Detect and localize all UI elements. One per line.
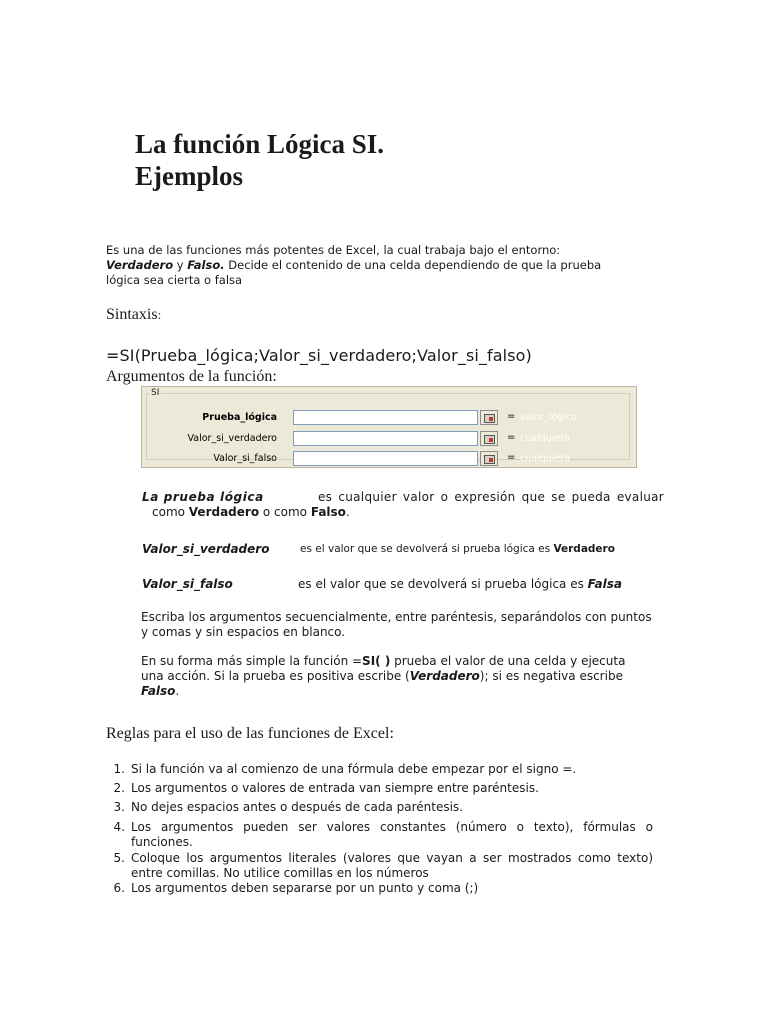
def-prueba-text-2c: o como <box>259 505 311 519</box>
list-item-number: 4. <box>113 820 125 834</box>
arg-label-verdadero: Valor_si_verdadero <box>187 433 277 444</box>
para-escriba <box>141 610 681 640</box>
arg-eq-prueba: = <box>507 411 516 422</box>
arg-value-prueba: valor_lógico <box>520 412 577 423</box>
collapse-dialog-icon[interactable] <box>480 410 498 425</box>
def-valor-si-falso <box>142 577 682 591</box>
syntax-formula: =SI(Prueba_lógica;Valor_si_verdadero;Valor_si_falso) <box>106 346 532 365</box>
arg-row-verdadero <box>147 431 627 449</box>
sintaxis-heading <box>106 306 161 324</box>
def-vsv-term: Valor_si_verdadero <box>142 542 270 556</box>
arg-row-falso <box>147 451 627 469</box>
arg-value-falso: cualquiera <box>520 453 570 464</box>
argumentos-heading: Argumentos de la función: <box>106 368 277 385</box>
def-valor-si-verdadero <box>142 542 682 556</box>
para2-h: . <box>175 684 180 698</box>
intro-paragraph <box>106 243 666 288</box>
arg-value-verdadero: cualquiera <box>520 433 570 444</box>
dialog-fieldset <box>146 388 630 464</box>
para2-c: prueba el valor de una celda y ejecuta <box>390 654 626 668</box>
collapse-dialog-icon[interactable] <box>480 451 498 466</box>
arg-row-prueba <box>147 410 627 428</box>
def-vsf-term: Valor_si_falso <box>142 577 233 591</box>
def-prueba-logica <box>142 490 664 520</box>
list-item-number: 6. <box>113 881 125 895</box>
list-item-text: Si la función va al comienzo de una fórmula debe empezar por el signo =. <box>131 762 577 776</box>
collapse-dialog-icon[interactable] <box>480 431 498 446</box>
arg-input-prueba[interactable] <box>293 410 478 425</box>
def-prueba-text-2e: . <box>345 505 350 519</box>
def-prueba-verdadero: Verdadero <box>188 505 260 519</box>
para-forma-simple <box>141 654 681 699</box>
page-title-line2: Ejemplos <box>135 161 243 191</box>
def-prueba-text-1: es cualquier valor o expresión que se pueda evaluar <box>318 490 664 504</box>
intro-y: y <box>173 258 188 272</box>
page-title-line1: La función Lógica SI. <box>135 129 385 159</box>
arg-label-falso: Valor_si_falso <box>213 453 277 464</box>
intro-text-3: lógica sea cierta o falsa <box>106 273 243 287</box>
def-vsf-bold: Falsa <box>587 577 622 591</box>
dialog-legend: SI <box>151 388 160 398</box>
intro-verdadero: Verdadero <box>106 258 174 272</box>
list-item-number: 1. <box>113 762 125 776</box>
def-prueba-falso: Falso <box>310 505 346 519</box>
para-escriba-line-2: y comas y sin espacios en blanco. <box>141 625 346 639</box>
function-arguments-dialog <box>141 386 637 468</box>
intro-text-1: Es una de las funciones más potentes de Excel, la cual trabaja bajo el entorno: <box>106 243 561 257</box>
def-prueba-term: La prueba lógica <box>142 490 264 504</box>
reglas-heading: Reglas para el uso de las funciones de Excel: <box>106 725 394 742</box>
intro-falso: Falso. <box>187 258 225 272</box>
def-vsv-bold: Verdadero <box>553 543 615 555</box>
arg-eq-falso: = <box>507 452 516 463</box>
list-item-number: 2. <box>113 781 125 795</box>
sintaxis-label: Sintaxis <box>106 306 158 323</box>
def-vsf-text: es el valor que se devolverá si prueba lógica es <box>298 577 588 591</box>
list-item-text: No dejes espacios antes o después de cada paréntesis. <box>131 800 463 814</box>
para2-verdadero: Verdadero <box>409 669 480 683</box>
list-item-text: Los argumentos deben separarse por un punto y coma (;) <box>131 881 479 895</box>
list-item-number: 5. <box>113 851 125 865</box>
list-item-text: Coloque los argumentos literales (valores que vayan a ser mostrados como texto) entre comillas. No utilice comillas en los números <box>131 851 653 880</box>
arg-input-falso[interactable] <box>293 451 478 466</box>
intro-text-2: Decide el contenido de una celda dependiendo de que la prueba <box>224 258 602 272</box>
list-item-text: Los argumentos o valores de entrada van siempre entre paréntesis. <box>131 781 539 795</box>
para-escriba-line-1: Escriba los argumentos secuencialmente, entre paréntesis, separándolos con puntos <box>141 610 652 624</box>
list-item-text: Los argumentos pueden ser valores constantes (número o texto), fórmulas o funciones. <box>131 820 653 849</box>
list-item-number: 3. <box>113 800 125 814</box>
arg-label-prueba: Prueba_lógica <box>202 412 277 423</box>
def-prueba-text-2a: como <box>152 505 189 519</box>
para2-d: una acción. Si la prueba es positiva escribe ( <box>141 669 410 683</box>
def-vsv-text: es el valor que se devolverá si prueba lógica es <box>300 543 554 555</box>
para2-f: ); si es negativa escribe <box>479 669 623 683</box>
reglas-list <box>103 760 663 900</box>
arg-eq-verdadero: = <box>507 432 516 443</box>
para2-a: En su forma más simple la función = <box>141 654 363 668</box>
arg-input-verdadero[interactable] <box>293 431 478 446</box>
sintaxis-colon: : <box>157 307 162 322</box>
para2-si: SI( ) <box>362 654 391 668</box>
para2-falso: Falso <box>141 684 176 698</box>
